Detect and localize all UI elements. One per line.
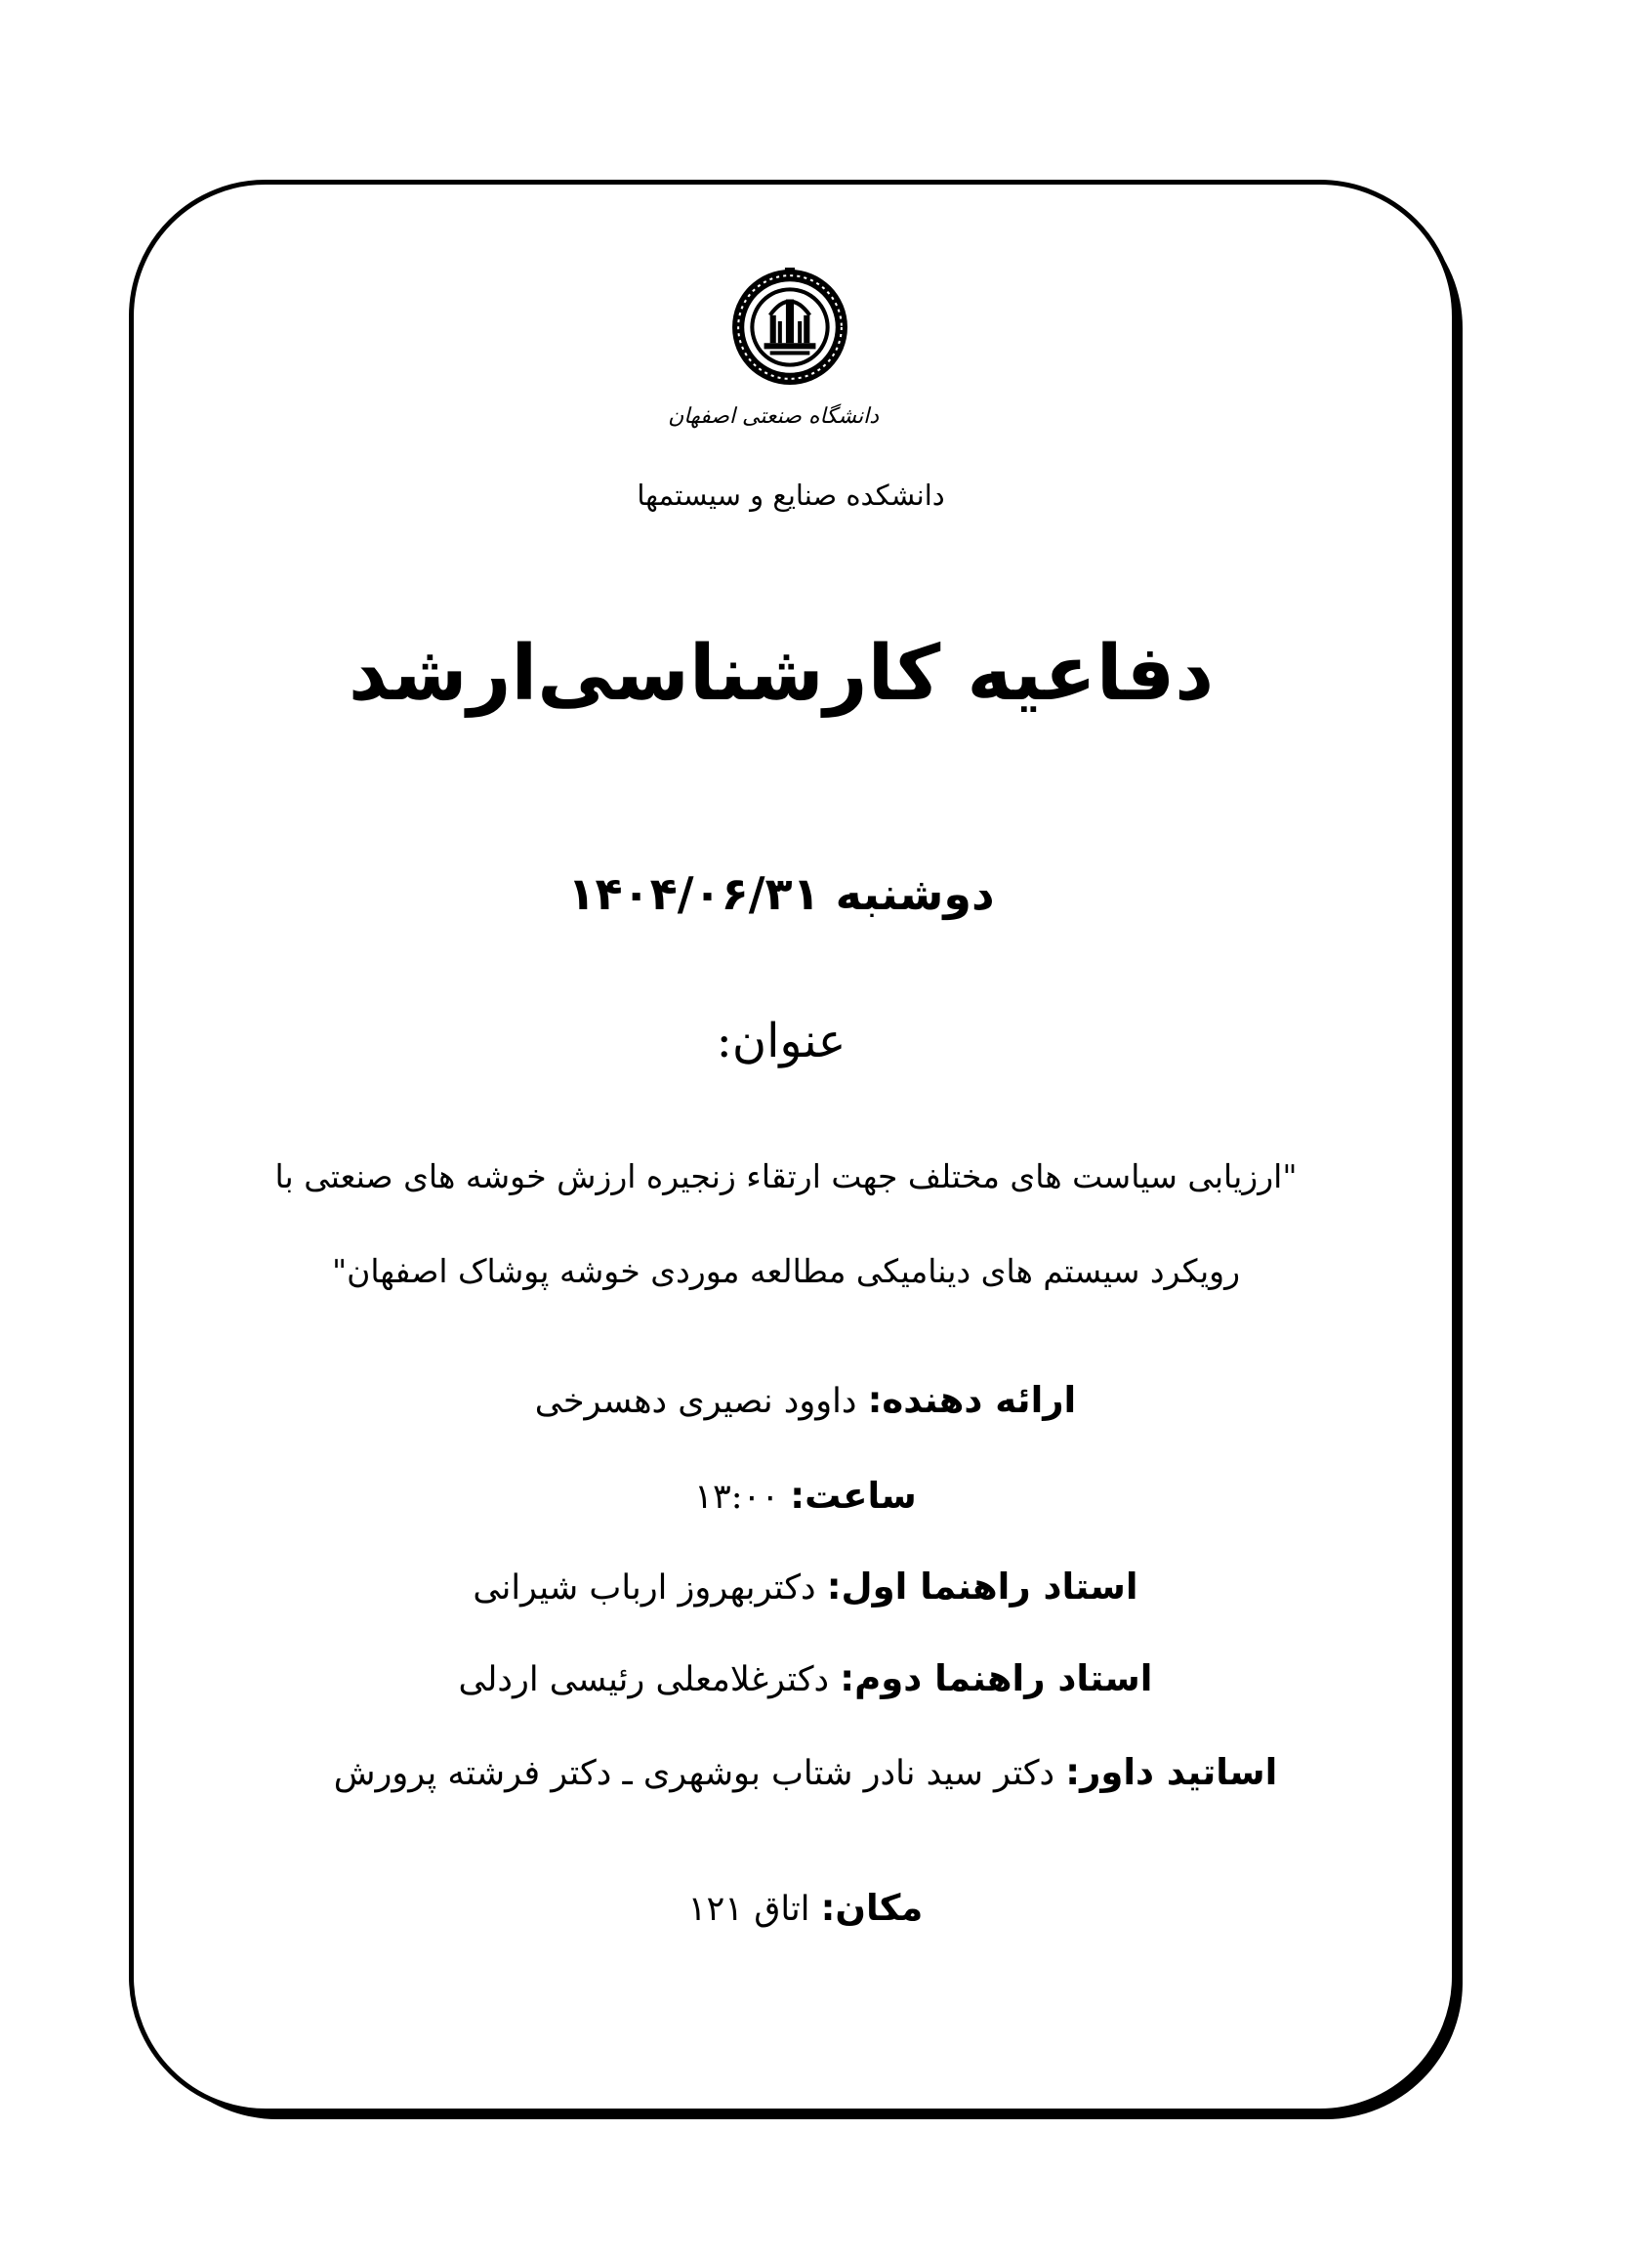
announcement-frame [129,180,1457,2113]
time-label: ساعت: [790,1475,917,1517]
logo-caption: دانشگاه صنعتی اصفهان [668,404,879,429]
place-label: مکان: [820,1887,924,1929]
referees-value: دکتر سید نادر شتاب بوشهری ـ دکتر فرشته پرورش [333,1754,1055,1793]
defense-date: دوشنبه ۱۴۰۴/۰۶/۳۱ [567,867,995,920]
place-line [244,1887,1367,1929]
advisor2-label: استاد راهنما دوم: [840,1657,1153,1699]
advisor1-value: دکتربهروز ارباب شیرانی [473,1568,816,1608]
page-title: دفاعیه کارشناسی‌ارشد [348,630,1215,718]
thesis-title-line-1: "ارزیابی سیاست های مختلف جهت ارتقاء زنجیره ارزش خوشه های صنعتی با [274,1157,1298,1195]
subject-label: عنوان: [716,1014,847,1068]
referees-line [244,1751,1367,1793]
referees-label: اساتید داور: [1065,1751,1278,1793]
presenter-line [244,1379,1367,1421]
thesis-title-line-2: رویکرد سیستم های دینامیکی مطالعه موردی خوشه پوشاک اصفهان" [331,1252,1241,1290]
university-logo [730,268,849,387]
presenter-value: داوود نصیری دهسرخی [534,1382,857,1421]
place-value: اتاق ۱۲۱ [687,1890,810,1929]
faculty-name: دانشکده صنایع و سیستمها [637,479,945,512]
presenter-label: ارائه دهنده: [867,1379,1077,1421]
advisor1-label: استاد راهنما اول: [826,1566,1138,1608]
advisor2-line [244,1657,1367,1699]
time-value: ۱۳:۰۰ [694,1478,780,1517]
advisor2-value: دکترغلامعلی رئیسی اردلی [458,1660,830,1699]
time-line [244,1475,1367,1517]
advisor1-line [244,1566,1367,1608]
